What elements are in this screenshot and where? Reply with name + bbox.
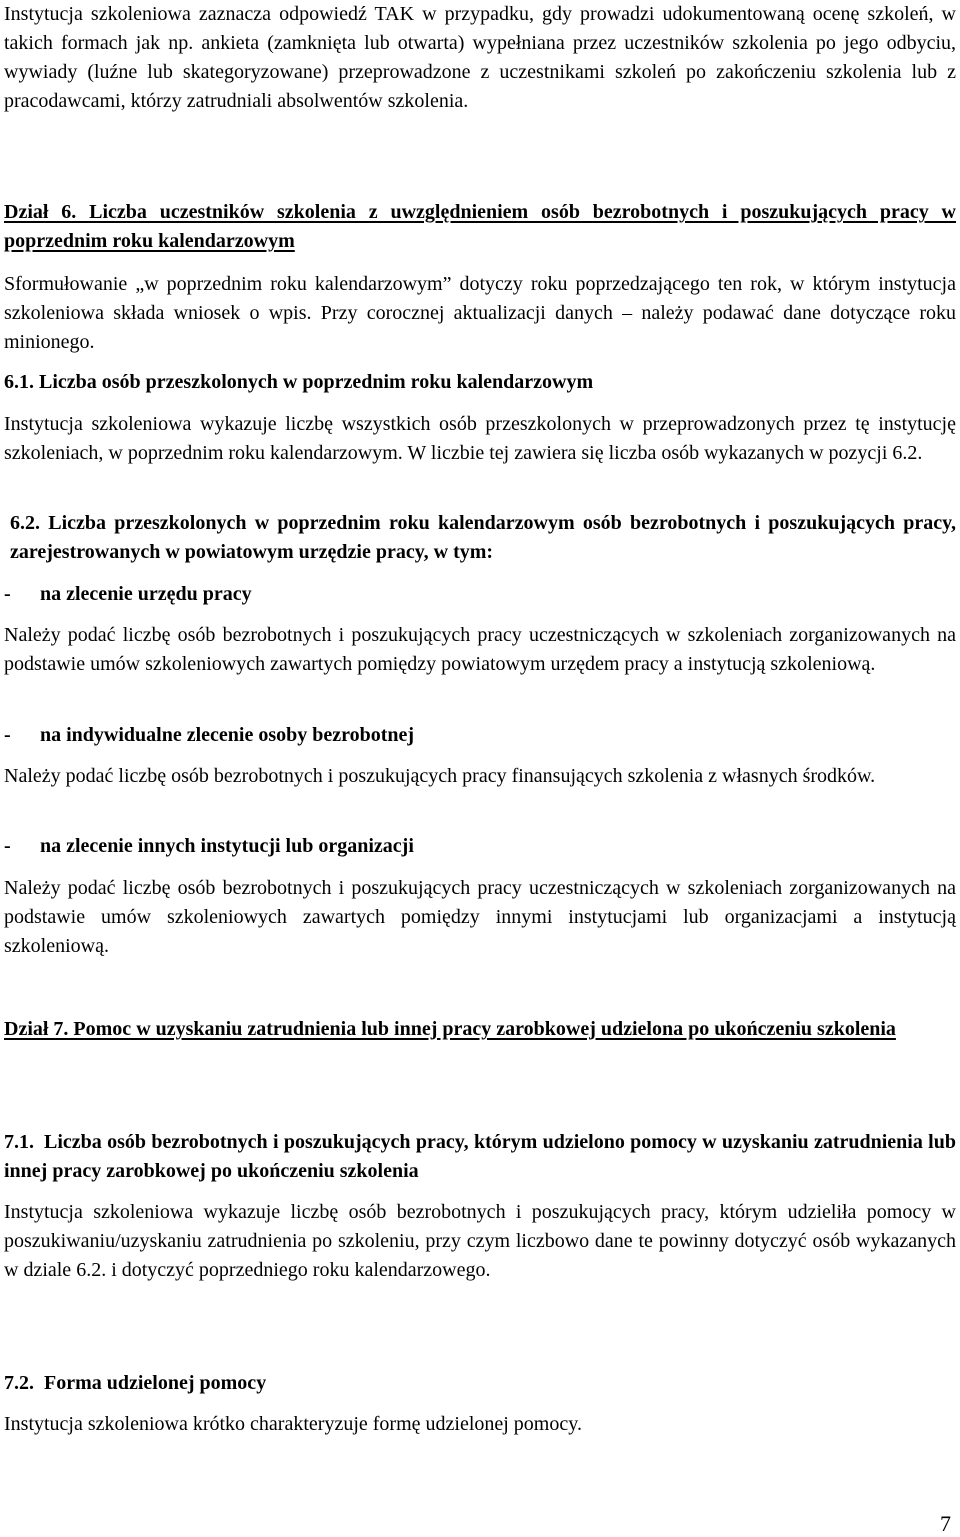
dzial-6-paragraph: Sformułowanie „w poprzednim roku kalendarzowym” dotyczy roku poprzedzającego ten rok, w którym instytucja szkoleniowa składa wniosek o wpis. Przy corocznej aktualizacji danych – należy podawać dane dotyczące roku minionego. (4, 273, 956, 353)
list-dash: - (4, 835, 11, 857)
item-title: na indywidualne zlecenie osoby bezrobotnej (40, 724, 415, 746)
dzial-7-heading: Dział 7. Pomoc w uzyskaniu zatrudnienia lub innej pracy zarobkowej udzielona po ukończeniu szkolenia (4, 1018, 896, 1040)
intro-paragraph: Instytucja szkoleniowa zaznacza odpowiedź TAK w przypadku, gdy prowadzi udokumentowaną ocenę szkoleń, w takich formach jak np. ankieta (zamknięta lub otwarta) wypełniana przez uczestników szkolenia po jego odbyciu, wywiady (luźne lub skategoryzowane) przeprowadzone z uczestnikami szkoleń po zakończeniu szkolenia lub z pracodawcami, którzy zatrudniali absolwentów szkolenia. (4, 3, 956, 112)
section-title: Forma udzielonej pomocy (44, 1372, 267, 1394)
section-7-1-heading (4, 1128, 956, 1186)
section-title: Liczba osób bezrobotnych i poszukujących pracy, którym udzielono pomocy w uzyskaniu zatrudnienia lub innej pracy zarobkowej po ukończeniu szkolenia (4, 1131, 956, 1182)
item-title: na zlecenie urzędu pracy (40, 583, 252, 605)
section-7-2-paragraph: Instytucja szkoleniowa krótko charakteryzuje formę udzielonej pomocy. (4, 1413, 582, 1435)
item-indywidualne-title (4, 721, 956, 750)
item-title: na zlecenie innych instytucji lub organizacji (40, 835, 414, 857)
dzial-6-heading: Dział 6. Liczba uczestników szkolenia z uwzględnieniem osób bezrobotnych i poszukujących pracy w poprzednim roku kalendarzowym (4, 201, 956, 252)
page-number: 7 (940, 1511, 951, 1536)
list-dash: - (4, 583, 11, 605)
section-6-1-heading: 6.1. Liczba osób przeszkolonych w poprzednim roku kalendarzowym (4, 371, 594, 393)
item-inne-instytucje-title (4, 832, 956, 861)
list-dash: - (4, 724, 11, 746)
section-number: 7.1. (4, 1131, 34, 1153)
item-urzad-pracy-paragraph: Należy podać liczbę osób bezrobotnych i poszukujących pracy uczestniczących w szkoleniach zorganizowanych na podstawie umów szkoleniowych zawartych pomiędzy powiatowym urzędem pracy a instytucją szkoleniową. (4, 624, 956, 675)
section-number: 7.2. (4, 1372, 34, 1394)
section-6-2-heading: 6.2. Liczba przeszkolonych w poprzednim roku kalendarzowym osób bezrobotnych i poszukujących pracy, zarejestrowanych w powiatowym urzędzie pracy, w tym: (10, 512, 956, 563)
section-7-2-heading (4, 1369, 956, 1398)
item-indywidualne-paragraph: Należy podać liczbę osób bezrobotnych i poszukujących pracy finansujących szkolenia z własnych środków. (4, 765, 876, 787)
item-inne-instytucje-paragraph: Należy podać liczbę osób bezrobotnych i poszukujących pracy uczestniczących w szkoleniach zorganizowanych na podstawie umów szkoleniowych zawartych pomiędzy innymi instytucjami lub organizacjami a instytucją szkoleniową. (4, 877, 956, 957)
section-7-1-paragraph: Instytucja szkoleniowa wykazuje liczbę osób bezrobotnych i poszukujących pracy, którym udzieliła pomocy w poszukiwaniu/uzyskaniu zatrudnienia po szkoleniu, przy czym liczbowo dane te powinny dotyczyć osób wykazanych w dziale 6.2. i dotyczyć poprzedniego roku kalendarzowego. (4, 1201, 956, 1281)
section-6-1-paragraph: Instytucja szkoleniowa wykazuje liczbę wszystkich osób przeszkolonych w przeprowadzonych przez tę instytucję szkoleniach, w poprzednim roku kalendarzowym. W liczbie tej zawiera się liczba osób wykazanych w pozycji 6.2. (4, 413, 956, 464)
item-urzad-pracy-title (4, 580, 956, 609)
